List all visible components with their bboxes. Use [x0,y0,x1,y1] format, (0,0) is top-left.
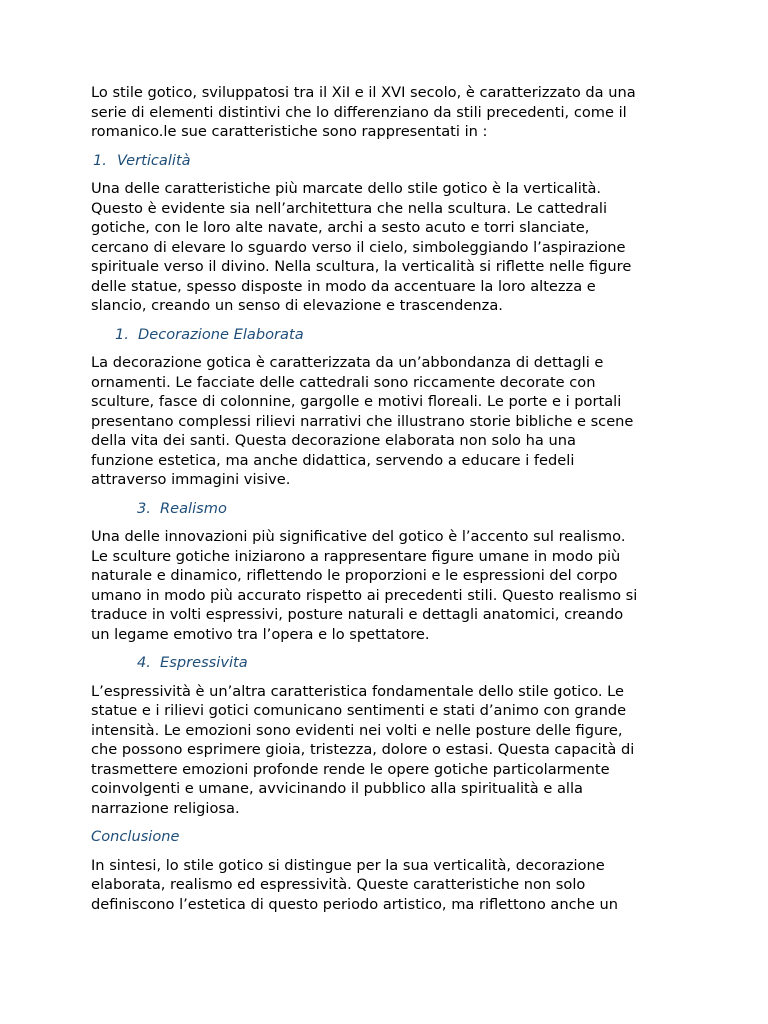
heading-espressivita [91,653,681,673]
intro-paragraph: Lo stile gotico, sviluppatosi tra il XiI e il XVI secolo, è caratterizzato da una serie di elementi distintivi che lo differenziano da stili precedenti, come il romanico.le sue caratteristiche sono rappresentati in : [91,84,636,140]
list-number: 1. [93,151,107,169]
paragraph-espressivita: L’espressività è un’altra caratteristica fondamentale dello stile gotico. Le statue e i rilievi gotici comunicano sentimenti e stati d’animo con grande intensità. Le emozioni sono evidenti nei volti e nelle posture delle figure, che possono esprimere gioia, tristezza, dolore o estasi. Questa capacità di trasmettere emozioni profonde rende le opere gotiche particolarmente coinvolgenti e umane, avvicinando il pubblico alla spiritualità e alla narrazione religiosa. [91,682,635,817]
document-page [91,83,681,923]
list-number: 4. [137,654,151,671]
heading-title: Decorazione Elaborata [138,325,304,343]
heading-title: Realismo [160,499,227,517]
heading-title: Espressivita [160,654,248,671]
heading-decorazione-elaborata [91,325,681,345]
list-number: 3. [137,499,151,517]
paragraph-verticalita: Una delle caratteristiche più marcate dello stile gotico è la verticalità. Questo è evidente sia nell’architettura che nella scultura. Le cattedrali gotiche, con le loro alte navate, archi a sesto acuto e torri slanciate, cercano di elevare lo sguardo verso il cielo, simboleggiando l’aspirazione spirituale verso il divino. Nella scultura, la verticalità si riflette nelle figure delle statue, spesso disposte in modo da accentuare la loro altezza e slancio, creando un senso di elevazione e trascendenza. [91,180,632,314]
heading-conclusione [91,827,681,847]
heading-title: Conclusione [91,828,180,845]
paragraph-conclusione: In sintesi, lo stile gotico si distingue per la sua verticalità, decorazione elaborata, realismo ed espressività. Queste caratteristiche non solo definiscono l’estetica di questo periodo artistico, ma riflettono anche un [91,856,618,913]
paragraph-decorazione-elaborata: La decorazione gotica è caratterizzata da un’abbondanza di dettagli e ornamenti. Le facciate delle cattedrali sono riccamente decorate con sculture, fasce di colonnine, gargolle e motivi floreali. Le porte e i portali presentano complessi rilievi narrativi che illustrano storie bibliche e scene della vita dei santi. Questa decorazione elaborata non solo ha una funzione estetica, ma anche didattica, servendo a educare i fedeli attraverso immagini visive. [91,354,634,488]
list-number: 1. [115,325,129,343]
heading-realismo [91,499,681,519]
paragraph-realismo: Una delle innovazioni più significative del gotico è l’accento sul realismo. Le sculture gotiche iniziarono a rappresentare figure umane in modo più naturale e dinamico, riflettendo le proporzioni e le espressioni del corpo umano in modo più accurato rispetto ai precedenti stili. Questo realismo si traduce in volti espressivi, posture naturali e dettagli anatomici, creando un legame emotivo tra l’opera e lo spettatore. [91,528,638,643]
heading-title: Verticalità [117,151,191,169]
heading-verticalita [91,151,681,171]
